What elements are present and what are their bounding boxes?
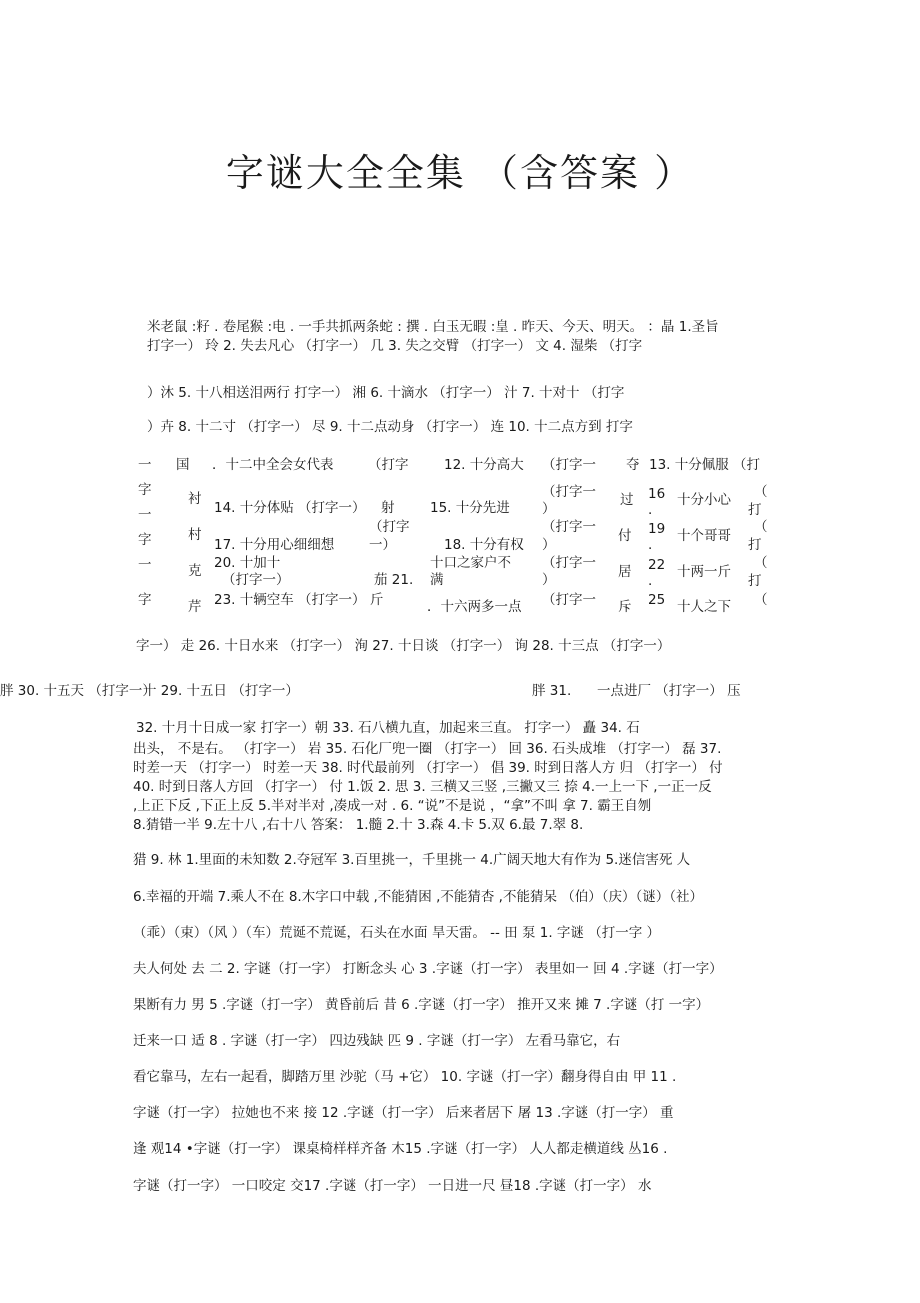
table-cell: 一 [138,457,152,473]
table-cell: （ [754,484,768,500]
table-cell: 茄 21. [374,572,414,588]
table-cell: ） [542,537,556,553]
table-cell: 23. 十辆空车 （打字一） 斤 [214,592,384,608]
riddle-line: 6.幸福的开端 7.乘人不在 8.木字口中载 ,不能猜困 ,不能猜杏 ,不能猜呆 （伯）（庆）（谜）（社） [133,889,704,905]
table-cell: 字 [138,532,152,548]
riddle-line: 一点进厂 （打字一） 压 [597,683,741,699]
riddle-line: 时差一天 （打字一） 时差一天 38. 时代最前列 （打字一） 倡 39. 时到日落人方 归 （打字一） 付 [133,760,723,776]
table-cell: 夺 [626,457,640,473]
table-cell: 十个哥哥 [677,528,731,544]
table-cell: . [648,502,653,518]
table-cell: 十口之家户不 [430,555,511,571]
table-cell: 射 [381,500,395,516]
table-cell: 打 [748,573,762,589]
table-cell: （打字一 [542,519,596,535]
table-cell: 打 [748,537,762,553]
riddle-line: 看它靠马，左右一起看，脚踏万里 沙驼（马 +它） 10. 字谜（打一字）翻身得自由 甲 11 . [133,1069,677,1085]
table-cell: 十分小心 [677,492,731,508]
table-cell: 20. 十加十 [214,555,281,571]
table-cell: （打字一 [542,484,596,500]
table-cell: （打字一 [542,457,596,473]
riddle-line: 40. 时到日落人方回 （打字一） 付 1.饭 2. 思 3. 三横又三竖 ,三撇又三 捺 4.一上一下 ,一正一反 [133,779,712,795]
table-cell: ．十二中全会女代表 [212,457,334,473]
table-cell: ） [542,501,556,517]
riddle-line: 夫人何处 去 二 2. 字谜（打一字） 打断念头 心 3 .字谜（打一字） 表里如一 回 4 .字谜（打一字） [133,961,723,977]
table-cell: . [648,537,653,553]
table-cell: （ [754,555,768,571]
riddle-line: 逢 观14 •字谜（打一字） 课桌椅样样齐备 木15 .字谜（打一字） 人人都走横道线 丛16 . [133,1141,668,1157]
table-cell: 14. 十分体贴 （打字一） [214,500,366,516]
table-cell: 16 [648,486,666,502]
table-cell: . [648,573,653,589]
table-cell: 村 [188,527,202,543]
riddle-line: （乖）（束）（风 ）（车）荒诞不荒诞，石头在水面 旱天雷。 -- 田 泵 1. 字谜 （打一字 ） [133,925,660,941]
riddle-line: 字谜（打一字） 拉她也不来 接 12 .字谜（打一字） 后来者居下 屠 13 .字谜（打一字） 重 [133,1105,674,1121]
table-cell: 25 [648,592,666,608]
table-cell: 22 [648,557,666,573]
table-cell: 衬 [188,491,202,507]
table-cell: ．十六两多一点 [427,599,522,615]
riddle-line: 打字一） 玲 2. 失去凡心 （打字一） 几 3. 失之交臂 （打字一） 文 4. 湿柴 （打字 [147,338,643,354]
riddle-line: 字谜（打一字） 一口咬定 交17 .字谜（打一字） 一日进一尺 昼18 .字谜（打一字） 水 [133,1178,652,1194]
table-cell: 居 [618,564,632,580]
table-cell: （ [754,592,768,608]
table-cell: 十两一斤 [677,564,731,580]
table-cell: 15. 十分先进 [430,500,510,516]
table-cell: ） [542,572,556,588]
riddle-line: ,上正下反 ,下正上反 5.半对半对 ,凑成一对 . 6. “说”不是说 ，“拿”不叫 拿 7. 霸王自刎 [133,798,652,814]
table-cell: 一 [138,557,152,573]
table-cell: 付 [618,528,632,544]
table-cell: 17. 十分用心细细想 [214,537,335,553]
table-cell: 十人之下 [677,599,731,615]
table-cell: （打字一 [542,592,596,608]
riddle-line: ）卉 8. 十二寸 （打字一） 尽 9. 十二点动身 （打字一） 连 10. 十二点方到 打字 [147,419,633,435]
table-cell: （打字 [368,457,409,473]
table-cell: （打字 [369,519,410,535]
page-title: 字谜大全全集 （含答案 ） [225,151,695,195]
table-cell: 一 [138,507,152,523]
table-cell: 12. 十分高大 [444,457,524,473]
table-cell: （打字一） [222,572,290,588]
riddle-line: 迁来一口 适 8 . 字谜（打一字） 四边残缺 匹 9 . 字谜（打一字） 左看马靠它，右 [133,1033,621,1049]
table-cell: （打字一 [542,555,596,571]
table-cell: 斥 [618,599,632,615]
riddle-line: 十 29. 十五日 （打字一） [143,683,299,699]
riddle-line: 果断有力 男 5 .字谜（打一字） 黄昏前后 昔 6 .字谜（打一字） 推开又来 摊 7 .字谜（打 一字） [133,997,710,1013]
table-cell: 克 [188,563,202,579]
table-cell: 打 [748,502,762,518]
table-cell: 一） [369,537,396,553]
table-cell: 满 [430,572,444,588]
riddle-line: 米老鼠 :籽 . 卷尾猴 :电 . 一手共抓两条蛇 : 撰 . 白玉无暇 :皇 . 昨天、今天、明天。 ：晶 1.圣旨 [147,319,719,335]
riddle-line: 猎 9. 林 1.里面的未知数 2.夺冠军 3.百里挑一，千里挑一 4.广阔天地大有作为 5.迷信害死 人 [133,852,691,868]
table-cell: 芹 [188,599,202,615]
table-cell: 字 [138,592,152,608]
table-cell: 13. 十分佩服 （打 [649,457,761,473]
table-cell: 字 [138,482,152,498]
riddle-line: 胖 30. 十五天 （打字一） [0,683,156,699]
riddle-line: 胖 31. [532,683,572,699]
riddle-line: ）沐 5. 十八相送泪两行 打字一） 湘 6. 十滴水 （打字一） 汁 7. 十对十 （打字 [147,385,625,401]
table-cell: 国 [176,457,190,473]
table-cell: （ [754,519,768,535]
riddle-line: 32. 十月十日成一家 打字一）朝 33. 石八横九直，加起来三直。 打字一） 矗 34. 石 [136,720,640,736]
riddle-line: 字一） 走 26. 十日水来 （打字一） 洵 27. 十日谈 （打字一） 询 28. 十三点 （打字一） [136,638,671,654]
table-cell: 19 [648,521,666,537]
table-cell: 18. 十分有权 [444,537,524,553]
riddle-line: 8.猜错一半 9.左十八 ,右十八 答案： 1.髓 2.十 3.森 4.卡 5.双 6.最 7.翠 8. [133,817,584,833]
riddle-table-fragment [136,455,786,616]
riddle-line: 出头， 不是右。 （打字一） 岩 35. 石化厂兜一圈 （打字一） 回 36. 石头成堆 （打字一） 磊 37. [133,741,722,757]
table-cell: 过 [620,492,634,508]
